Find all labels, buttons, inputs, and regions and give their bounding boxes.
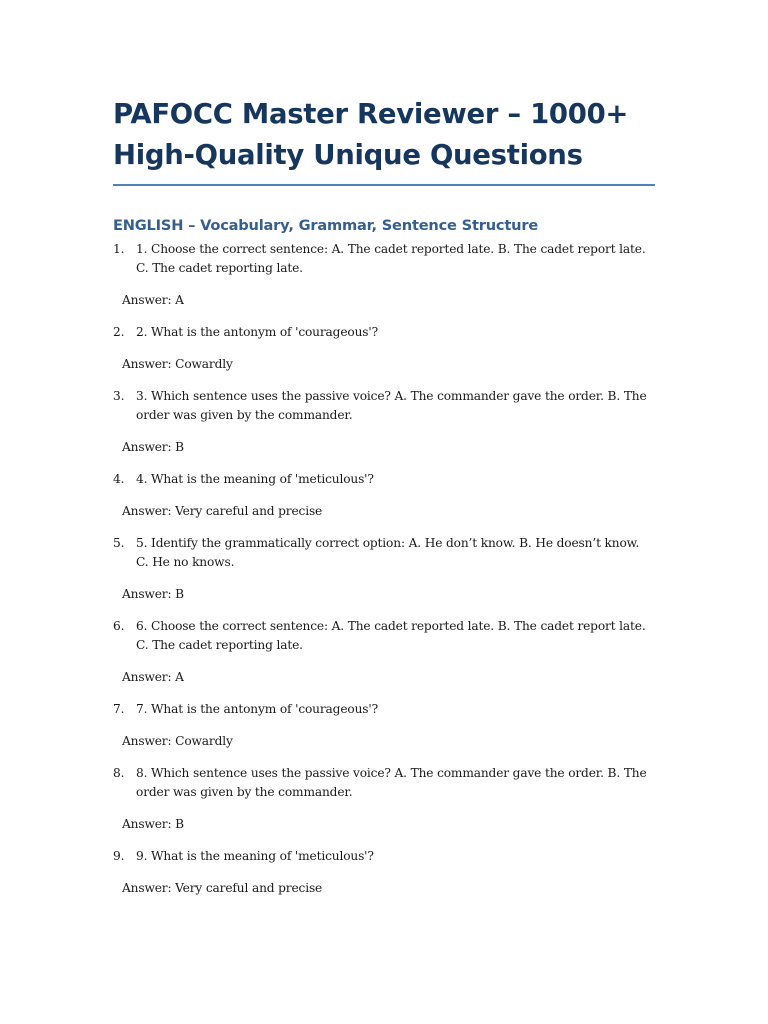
question-item xyxy=(113,323,655,374)
question-row xyxy=(113,470,655,489)
question-text: 9. What is the meaning of 'meticulous'? xyxy=(136,849,374,863)
answer-text: Answer: B xyxy=(122,587,184,601)
answer-text: Answer: A xyxy=(122,670,184,684)
question-number: 4. xyxy=(113,472,125,486)
document-page xyxy=(113,94,655,911)
question-item xyxy=(113,534,655,604)
question-number: 7. xyxy=(113,702,125,716)
question-item xyxy=(113,617,655,687)
question-row xyxy=(113,764,655,802)
answer-text: Answer: B xyxy=(122,440,184,454)
answer-text: Answer: Very careful and precise xyxy=(122,504,323,518)
question-text: 4. What is the meaning of 'meticulous'? xyxy=(136,472,374,486)
document-title: PAFOCC Master Reviewer – 1000+ High-Quality Unique Questions xyxy=(113,98,629,171)
question-row xyxy=(113,700,655,719)
question-number: 3. xyxy=(113,389,125,403)
question-text: 8. Which sentence uses the passive voice? A. The commander gave the order. B. The order was given by the commander. xyxy=(136,766,647,799)
question-text: 7. What is the antonym of 'courageous'? xyxy=(136,702,378,716)
question-number: 5. xyxy=(113,536,125,550)
question-item xyxy=(113,387,655,457)
question-row xyxy=(113,240,655,278)
section-heading: ENGLISH – Vocabulary, Grammar, Sentence Structure xyxy=(113,217,539,234)
question-text: 1. Choose the correct sentence: A. The cadet reported late. B. The cadet report late. C. The cadet reporting late. xyxy=(136,242,646,275)
question-text: 3. Which sentence uses the passive voice? A. The commander gave the order. B. The order was given by the commander. xyxy=(136,389,647,422)
question-number: 2. xyxy=(113,325,125,339)
question-row xyxy=(113,534,655,572)
question-item xyxy=(113,700,655,751)
question-number: 9. xyxy=(113,849,125,863)
question-number: 8. xyxy=(113,766,125,780)
question-row xyxy=(113,847,655,866)
question-number: 6. xyxy=(113,619,125,633)
answer-text: Answer: A xyxy=(122,293,184,307)
answer-text: Answer: Very careful and precise xyxy=(122,881,323,895)
question-text: 5. Identify the grammatically correct option: A. He don’t know. B. He doesn’t know. C. He no knows. xyxy=(136,536,640,569)
question-number: 1. xyxy=(113,242,125,256)
question-text: 6. Choose the correct sentence: A. The cadet reported late. B. The cadet report late. C. The cadet reporting late. xyxy=(136,619,646,652)
answer-text: Answer: B xyxy=(122,817,184,831)
question-item xyxy=(113,240,655,310)
question-text: 2. What is the antonym of 'courageous'? xyxy=(136,325,378,339)
question-row xyxy=(113,323,655,342)
answer-text: Answer: Cowardly xyxy=(122,357,233,371)
question-row xyxy=(113,617,655,655)
title-divider xyxy=(113,184,655,186)
question-item xyxy=(113,470,655,521)
answer-text: Answer: Cowardly xyxy=(122,734,233,748)
question-list xyxy=(113,240,655,898)
question-item xyxy=(113,764,655,834)
question-row xyxy=(113,387,655,425)
question-item xyxy=(113,847,655,898)
